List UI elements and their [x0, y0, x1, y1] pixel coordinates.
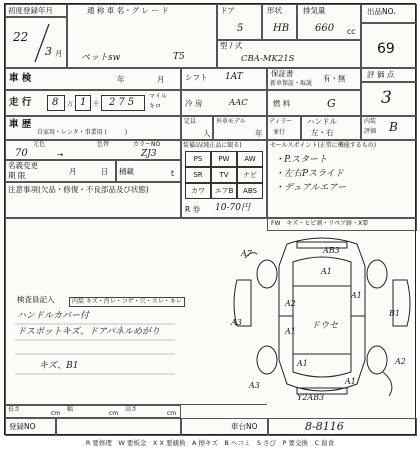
history-label: 車 歴 [9, 119, 32, 130]
equipment-item: AW [237, 151, 263, 167]
orig-color-value: 70 [15, 148, 28, 159]
warranty-sub: 新車保証・取説 [270, 80, 313, 87]
equipment-item: カワ [185, 183, 211, 199]
reg-month-unit: 月 [55, 49, 63, 58]
inspector-note-2: ドスポットキズ、ドアパネルめがり [17, 327, 161, 337]
equipment-item: エアB [211, 183, 237, 199]
name-change-month: 月 [69, 167, 77, 176]
shape-label: 形状 [267, 6, 282, 15]
reg-month: 3 [45, 45, 52, 58]
mileage-sen-unit: 千 [93, 101, 100, 108]
load-unit: t [171, 169, 174, 178]
shift-value: 1AT [225, 72, 243, 82]
doors-label: ドア [220, 6, 235, 15]
ext-model-year: 年 [255, 129, 263, 138]
name-change-day: 日 [101, 167, 109, 176]
color-change-label: 色替 [97, 141, 110, 148]
inspector-label: 検査員記入 [17, 295, 55, 304]
color-arrow: → [57, 150, 64, 159]
shift-label: シフト [185, 73, 208, 82]
selling-points-label: セールスポイント(正常に機能するもの) [270, 142, 377, 149]
interior-label: 内装 [364, 118, 377, 125]
fuel-label: 燃 料 [273, 99, 291, 108]
auction-sheet [4, 3, 416, 435]
displacement-label: 排気量 [303, 6, 326, 15]
genshoku-label: 元色 [33, 141, 46, 148]
grade-value: T5 [173, 52, 185, 62]
damage-a2-rear-right: A2 [395, 357, 406, 366]
inspector-note-1: ハンドルカバー付 [17, 311, 90, 321]
equipment-item: SR [185, 167, 211, 183]
capacity-label: 定員 [184, 118, 197, 125]
displacement-value: 660 [315, 23, 335, 34]
width-label: 幅 [67, 406, 74, 413]
notes-label: 注意事項(欠品・修復・不良部品及び状態) [8, 185, 149, 194]
damage-a7: A7 [241, 249, 252, 258]
damage-b1-right: B1 [389, 309, 400, 318]
mileage-man: 8 [52, 97, 59, 108]
model-value: CBA-MK21S [241, 54, 295, 64]
equipment-item: TV [211, 167, 237, 183]
damage-ab3-front: AB3 [323, 246, 340, 255]
equipment-item: ナビ [237, 167, 263, 183]
selling-point-2: ・左右Pスライド [275, 169, 344, 179]
reg-no-divider [55, 418, 57, 436]
score-label: 評 価 点 [367, 70, 395, 79]
load-label: 積載 [119, 167, 134, 176]
cc-unit: cc [347, 27, 356, 36]
damage-a1-hood: A1 [321, 267, 332, 276]
length-label: 長さ [8, 406, 21, 413]
damage-a3-left: A3 [231, 318, 242, 327]
mileage-unit-mile: マイル [149, 93, 167, 100]
capacity-unit: 人 [203, 129, 211, 138]
interior-value: B [389, 120, 398, 134]
car-name-value: ペットsw [81, 53, 121, 63]
fuel-value: G [327, 97, 336, 110]
selling-point-1: ・P.スタート [275, 155, 328, 165]
dims-row [5, 405, 181, 418]
equipment-label: 装備品(純正品に限る) [183, 142, 242, 149]
shape-value: HB [273, 23, 290, 34]
damage-y2ab3-rear: Y2AB3 [297, 393, 325, 402]
mileage-label: 走 行 [9, 97, 32, 108]
warranty-opts: 有・無 [323, 74, 346, 83]
score-value: 3 [381, 88, 392, 108]
interior-sub: 評価 [364, 128, 377, 135]
r-ticket-value: 10-70円 [215, 203, 250, 213]
diagram-center-text: ドウセ [311, 321, 339, 331]
damage-a1-rear-left: A1 [297, 359, 308, 368]
width-unit: cm [109, 410, 119, 417]
inspector-opts: 内装 キズ・汚レ・コゲ・穴・スレ・キレ [69, 297, 185, 307]
length-unit: cm [51, 410, 61, 417]
height-label: 高さ [125, 406, 138, 413]
fw-bar-text: FW キズ・ヒビ割・リペア跡・X要 [271, 220, 369, 227]
name-change-label-bottom: 期 限 [8, 171, 26, 180]
shaken-year-unit: 年 [117, 75, 125, 84]
equipment-item: PW [211, 151, 237, 167]
car-diagram [5, 4, 417, 436]
mileage-sen: 1 [80, 97, 87, 108]
doors-value: 5 [237, 23, 244, 34]
shaken-month-unit: 月 [157, 75, 165, 84]
lot-label: 出品NO. [367, 7, 396, 16]
inspector-note-3: キズ、B1 [39, 361, 79, 371]
chassis-cell [181, 418, 417, 436]
mileage-rest: 275 [109, 97, 138, 108]
legend-footer: R 要修理 W 要板金 X X 要観換 A 擦キズ B ヘコミ S さび P 要交換 C 腐食 [85, 439, 335, 447]
color-no-label: カラーNO [133, 141, 161, 148]
chassis-label: 車台NO [231, 422, 258, 431]
lot-value: 69 [377, 41, 395, 57]
selling-point-3: ・デュアルエアー [275, 183, 347, 193]
mileage-man-unit: 万 [67, 101, 74, 108]
damage-a1-right: A1 [351, 291, 362, 300]
equipment-item: ABS [237, 183, 263, 199]
shaken-label: 車 検 [9, 73, 32, 84]
mileage-unit-km: キロ [149, 103, 162, 110]
reg-year: 22 [13, 30, 29, 44]
warranty-label: 保証書 [271, 69, 294, 78]
dealer-label: ディラー [269, 118, 293, 125]
damage-a1-left: A1 [285, 327, 296, 336]
ac-value: AAC [229, 98, 248, 108]
damage-a2-left: A2 [285, 299, 296, 308]
chassis-divider [267, 418, 269, 436]
height-unit: cm [167, 410, 177, 417]
chassis-value: 8-8116 [305, 420, 344, 433]
dealer-sub: 並行 [273, 129, 286, 136]
car-name-label: 通 称 車 名・グ レ ー ド [87, 6, 169, 15]
color-no-value: ZJ3 [141, 149, 157, 159]
damage-a3-rear-left: A3 [249, 381, 260, 390]
ext-model-label: 外車モデル [216, 118, 246, 125]
handle-opts: 左・右 [311, 128, 334, 137]
first-reg-label: 初度登録年月 [8, 6, 53, 15]
handle-label: ハンドル [307, 117, 337, 126]
r-ticket-label: R 券 [185, 205, 201, 214]
ac-label: 冷 房 [185, 99, 203, 108]
model-label: 型 / 式 [220, 41, 243, 50]
history-sub: 自家用・レンタ・事業用 ( ) [37, 129, 128, 136]
damage-a1-rear: A1 [345, 377, 356, 386]
reg-no-label: 登録NO [9, 422, 36, 431]
equipment-item: PS [185, 151, 211, 167]
name-change-label-top: 名義変更 [8, 161, 38, 170]
